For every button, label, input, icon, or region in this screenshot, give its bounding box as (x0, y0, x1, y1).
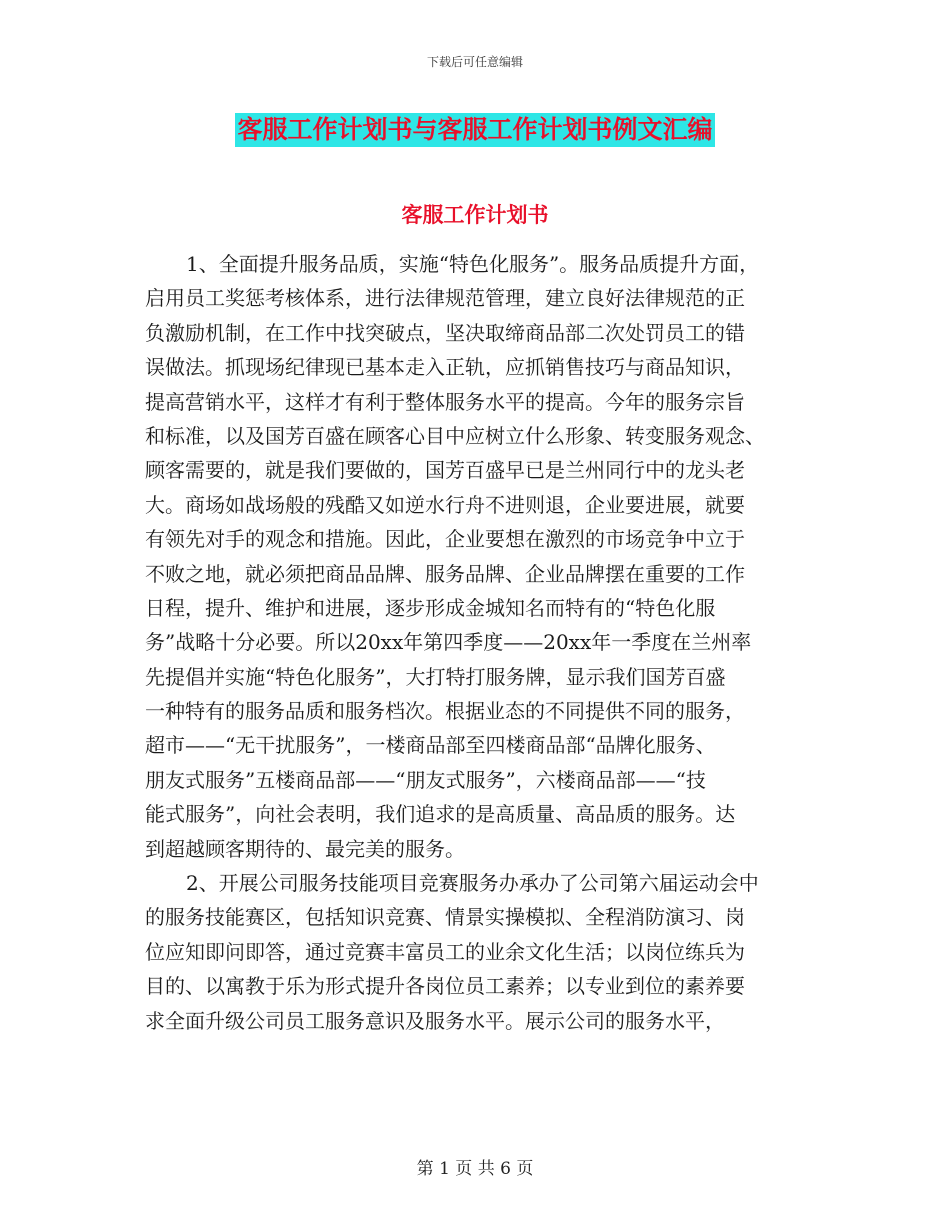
text-line: 顾客需要的，就是我们要做的，国芳百盛早已是兰州同行中的龙头老 (145, 458, 745, 483)
text-line: 朋友式服务”五楼商品部——“朋友式服务”，六楼商品部——“技 (145, 767, 706, 792)
text-line: 误做法。抓现场纪律现已基本走入正轨，应抓销售技巧与商品知识， (145, 355, 745, 380)
title-container (0, 113, 950, 147)
text-line: 目的、以寓教于乐为形式提升各岗位员工素养；以专业到位的素养要 (145, 974, 745, 999)
page-header-note: 下载后可任意编辑 (426, 55, 523, 69)
text-line: 有领先对手的观念和措施。因此，企业要想在激烈的市场竞争中立于 (145, 527, 745, 552)
section-title: 客服工作计划书 (401, 202, 549, 227)
text-line: 务”战略十分必要。所以20xx年第四季度——20xx年一季度在兰州率 (145, 630, 752, 655)
document-title: 客服工作计划书与客服工作计划书例文汇编 (235, 113, 714, 147)
document-body (145, 247, 823, 1038)
page-number-footer: 第 1 页 共 6 页 (416, 1159, 534, 1179)
text-line: 能式服务”，向社会表明，我们追求的是高质量、高品质的服务。达 (145, 802, 736, 827)
paragraph-1 (145, 247, 823, 866)
text-line: 提高营销水平，这样才有利于整体服务水平的提高。今年的服务宗旨 (145, 389, 745, 414)
text-line: 先提倡并实施“特色化服务”，大打特打服务牌，显示我们国芳百盛 (145, 664, 726, 689)
text-line: 位应知即问即答，通过竞赛丰富员工的业余文化生活；以岗位练兵为 (145, 939, 745, 964)
text-line: 求全面升级公司员工服务意识及服务水平。展示公司的服务水平， (145, 1008, 725, 1033)
text-line: 的服务技能赛区，包括知识竞赛、情景实操模拟、全程消防演习、岗 (145, 905, 745, 930)
text-line: 负激励机制，在工作中找突破点，坚决取缔商品部二次处罚员工的错 (145, 320, 745, 345)
text-line: 超市——“无干扰服务”，一楼商品部至四楼商品部“品牌化服务、 (145, 733, 716, 758)
text-line: 日程，提升、维护和进展，逐步形成金城知名而特有的“特色化服 (145, 595, 716, 620)
text-line: 一种特有的服务品质和服务档次。根据业态的不同提供不同的服务， (145, 699, 745, 724)
text-line: 2、开展公司服务技能项目竞赛服务办承办了公司第六届运动会中 (186, 871, 759, 896)
text-line: 启用员工奖惩考核体系，进行法律规范管理，建立良好法律规范的正 (145, 286, 745, 311)
paragraph-2 (145, 866, 823, 1038)
text-line: 大。商场如战场般的残酷又如逆水行舟不进则退，企业要进展，就要 (145, 492, 745, 517)
text-line: 和标准，以及国芳百盛在顾客心目中应树立什么形象、转变服务观念、 (145, 423, 765, 448)
text-line: 到超越顾客期待的、最完美的服务。 (145, 836, 465, 861)
text-line: 不败之地，就必须把商品品牌、服务品牌、企业品牌摆在重要的工作 (145, 561, 745, 586)
text-line: 1、全面提升服务品质，实施“特色化服务”。服务品质提升方面， (186, 252, 760, 276)
